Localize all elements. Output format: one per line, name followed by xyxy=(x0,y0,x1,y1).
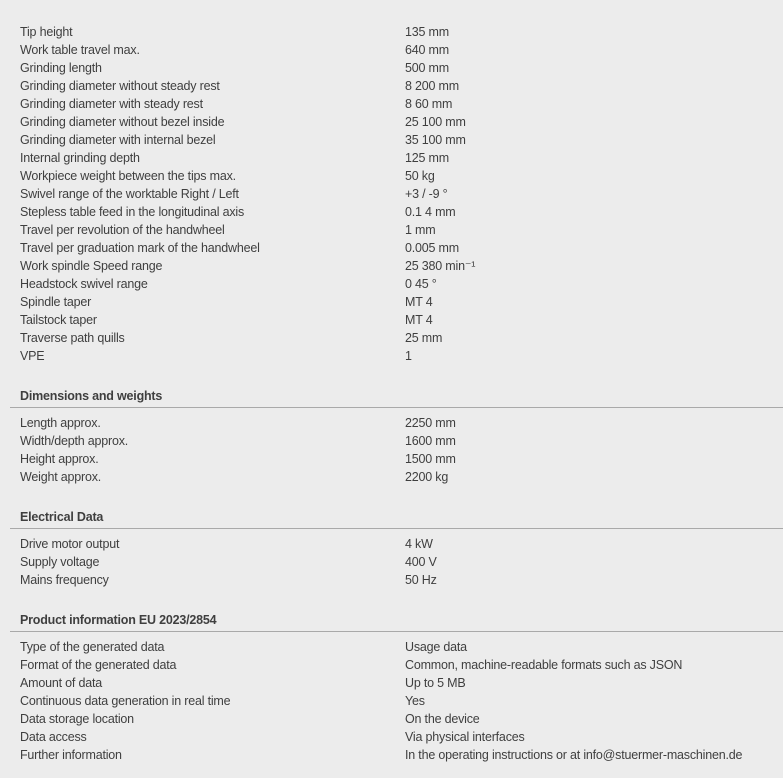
spec-label: Mains frequency xyxy=(20,573,109,587)
spec-row xyxy=(0,553,783,571)
spec-row xyxy=(0,656,783,674)
spec-value: 8 60 mm xyxy=(405,97,453,111)
spec-value: 25 mm xyxy=(405,331,443,345)
spec-row xyxy=(0,149,783,167)
spec-value: 1600 mm xyxy=(405,434,456,448)
spec-row xyxy=(0,571,783,589)
spec-label: Internal grinding depth xyxy=(20,151,140,165)
spec-row xyxy=(0,311,783,329)
spec-value: 35 100 mm xyxy=(405,133,466,147)
spec-row xyxy=(0,692,783,710)
spec-label: Tip height xyxy=(20,25,73,39)
spec-row xyxy=(0,113,783,131)
spec-row xyxy=(0,203,783,221)
section-header: Electrical Data xyxy=(20,510,104,524)
section-header: Dimensions and weights xyxy=(20,389,163,403)
spec-value: 25 100 mm xyxy=(405,115,466,129)
spec-label: Tailstock taper xyxy=(20,313,97,327)
spec-row xyxy=(0,275,783,293)
spec-row xyxy=(0,728,783,746)
spec-row xyxy=(0,41,783,59)
spec-row xyxy=(0,710,783,728)
spec-label: Width/depth approx. xyxy=(20,434,129,448)
spec-row xyxy=(0,674,783,692)
spec-value: Yes xyxy=(405,694,425,708)
spec-row xyxy=(0,59,783,77)
spec-value: 1 xyxy=(405,349,412,363)
spec-label: Grinding diameter without bezel inside xyxy=(20,115,225,129)
spec-label: VPE xyxy=(20,349,45,363)
spec-value: 640 mm xyxy=(405,43,449,57)
spec-label: Amount of data xyxy=(20,676,102,690)
spec-value: 4 kW xyxy=(405,537,433,551)
spec-label: Length approx. xyxy=(20,416,101,430)
spec-label: Drive motor output xyxy=(20,537,120,551)
spec-row xyxy=(0,221,783,239)
spec-label: Headstock swivel range xyxy=(20,277,148,291)
spec-value: 50 Hz xyxy=(405,573,437,587)
spec-row xyxy=(0,23,783,41)
spec-label: Workpiece weight between the tips max. xyxy=(20,169,236,183)
spec-label: Traverse path quills xyxy=(20,331,125,345)
spec-value: In the operating instructions or at info@stuermer-maschinen.de xyxy=(405,748,743,762)
spec-label: Further information xyxy=(20,748,122,762)
spec-label: Grinding diameter with internal bezel xyxy=(20,133,216,147)
spec-label: Height approx. xyxy=(20,452,99,466)
spec-row xyxy=(0,450,783,468)
spec-label: Data storage location xyxy=(20,712,134,726)
spec-label: Weight approx. xyxy=(20,470,102,484)
spec-row xyxy=(0,746,783,764)
section-header: Product information EU 2023/2854 xyxy=(20,613,217,627)
spec-value: MT 4 xyxy=(405,295,433,309)
spec-row xyxy=(0,95,783,113)
spec-label: Format of the generated data xyxy=(20,658,177,672)
spec-value: Via physical interfaces xyxy=(405,730,525,744)
spec-label: Grinding length xyxy=(20,61,102,75)
spec-value: 400 V xyxy=(405,555,437,569)
spec-row xyxy=(0,638,783,656)
spec-value: Up to 5 MB xyxy=(405,676,466,690)
spec-row xyxy=(0,347,783,365)
spec-label: Stepless table feed in the longitudinal axis xyxy=(20,205,244,219)
spec-row xyxy=(0,468,783,486)
spec-value: Usage data xyxy=(405,640,467,654)
spec-value: 500 mm xyxy=(405,61,449,75)
spec-value: 1 mm xyxy=(405,223,436,237)
spec-row xyxy=(0,257,783,275)
spec-value: 0.005 mm xyxy=(405,241,459,255)
spec-label: Travel per graduation mark of the handwheel xyxy=(20,241,260,255)
spec-value: 125 mm xyxy=(405,151,449,165)
spec-label: Continuous data generation in real time xyxy=(20,694,231,708)
spec-row xyxy=(0,239,783,257)
spec-label: Type of the generated data xyxy=(20,640,165,654)
spec-value: 25 380 min⁻¹ xyxy=(405,259,476,273)
spec-row xyxy=(0,414,783,432)
section-divider xyxy=(10,528,783,529)
spec-value: 8 200 mm xyxy=(405,79,459,93)
spec-label: Grinding diameter with steady rest xyxy=(20,97,203,111)
spec-label: Grinding diameter without steady rest xyxy=(20,79,220,93)
spec-label: Supply voltage xyxy=(20,555,100,569)
spec-value: 2200 kg xyxy=(405,470,449,484)
spec-label: Spindle taper xyxy=(20,295,92,309)
spec-value: +3 / -9 ° xyxy=(405,187,448,201)
section-divider xyxy=(10,407,783,408)
spec-value: 135 mm xyxy=(405,25,449,39)
spec-value: 2250 mm xyxy=(405,416,456,430)
spec-value: On the device xyxy=(405,712,480,726)
spec-row xyxy=(0,293,783,311)
spec-value: 0 45 ° xyxy=(405,277,437,291)
spec-value: 1500 mm xyxy=(405,452,456,466)
section-divider xyxy=(10,631,783,632)
spec-label: Data access xyxy=(20,730,87,744)
spec-value: MT 4 xyxy=(405,313,433,327)
spec-row xyxy=(0,535,783,553)
spec-label: Work table travel max. xyxy=(20,43,140,57)
spec-row xyxy=(0,167,783,185)
spec-row xyxy=(0,185,783,203)
spec-value: Common, machine-readable formats such as JSON xyxy=(405,658,683,672)
spec-row xyxy=(0,432,783,450)
spec-row xyxy=(0,329,783,347)
spec-label: Swivel range of the worktable Right / Left xyxy=(20,187,239,201)
spec-label: Work spindle Speed range xyxy=(20,259,163,273)
spec-label: Travel per revolution of the handwheel xyxy=(20,223,225,237)
spec-value: 0.1 4 mm xyxy=(405,205,456,219)
spec-row xyxy=(0,131,783,149)
spec-value: 50 kg xyxy=(405,169,435,183)
spec-row xyxy=(0,77,783,95)
